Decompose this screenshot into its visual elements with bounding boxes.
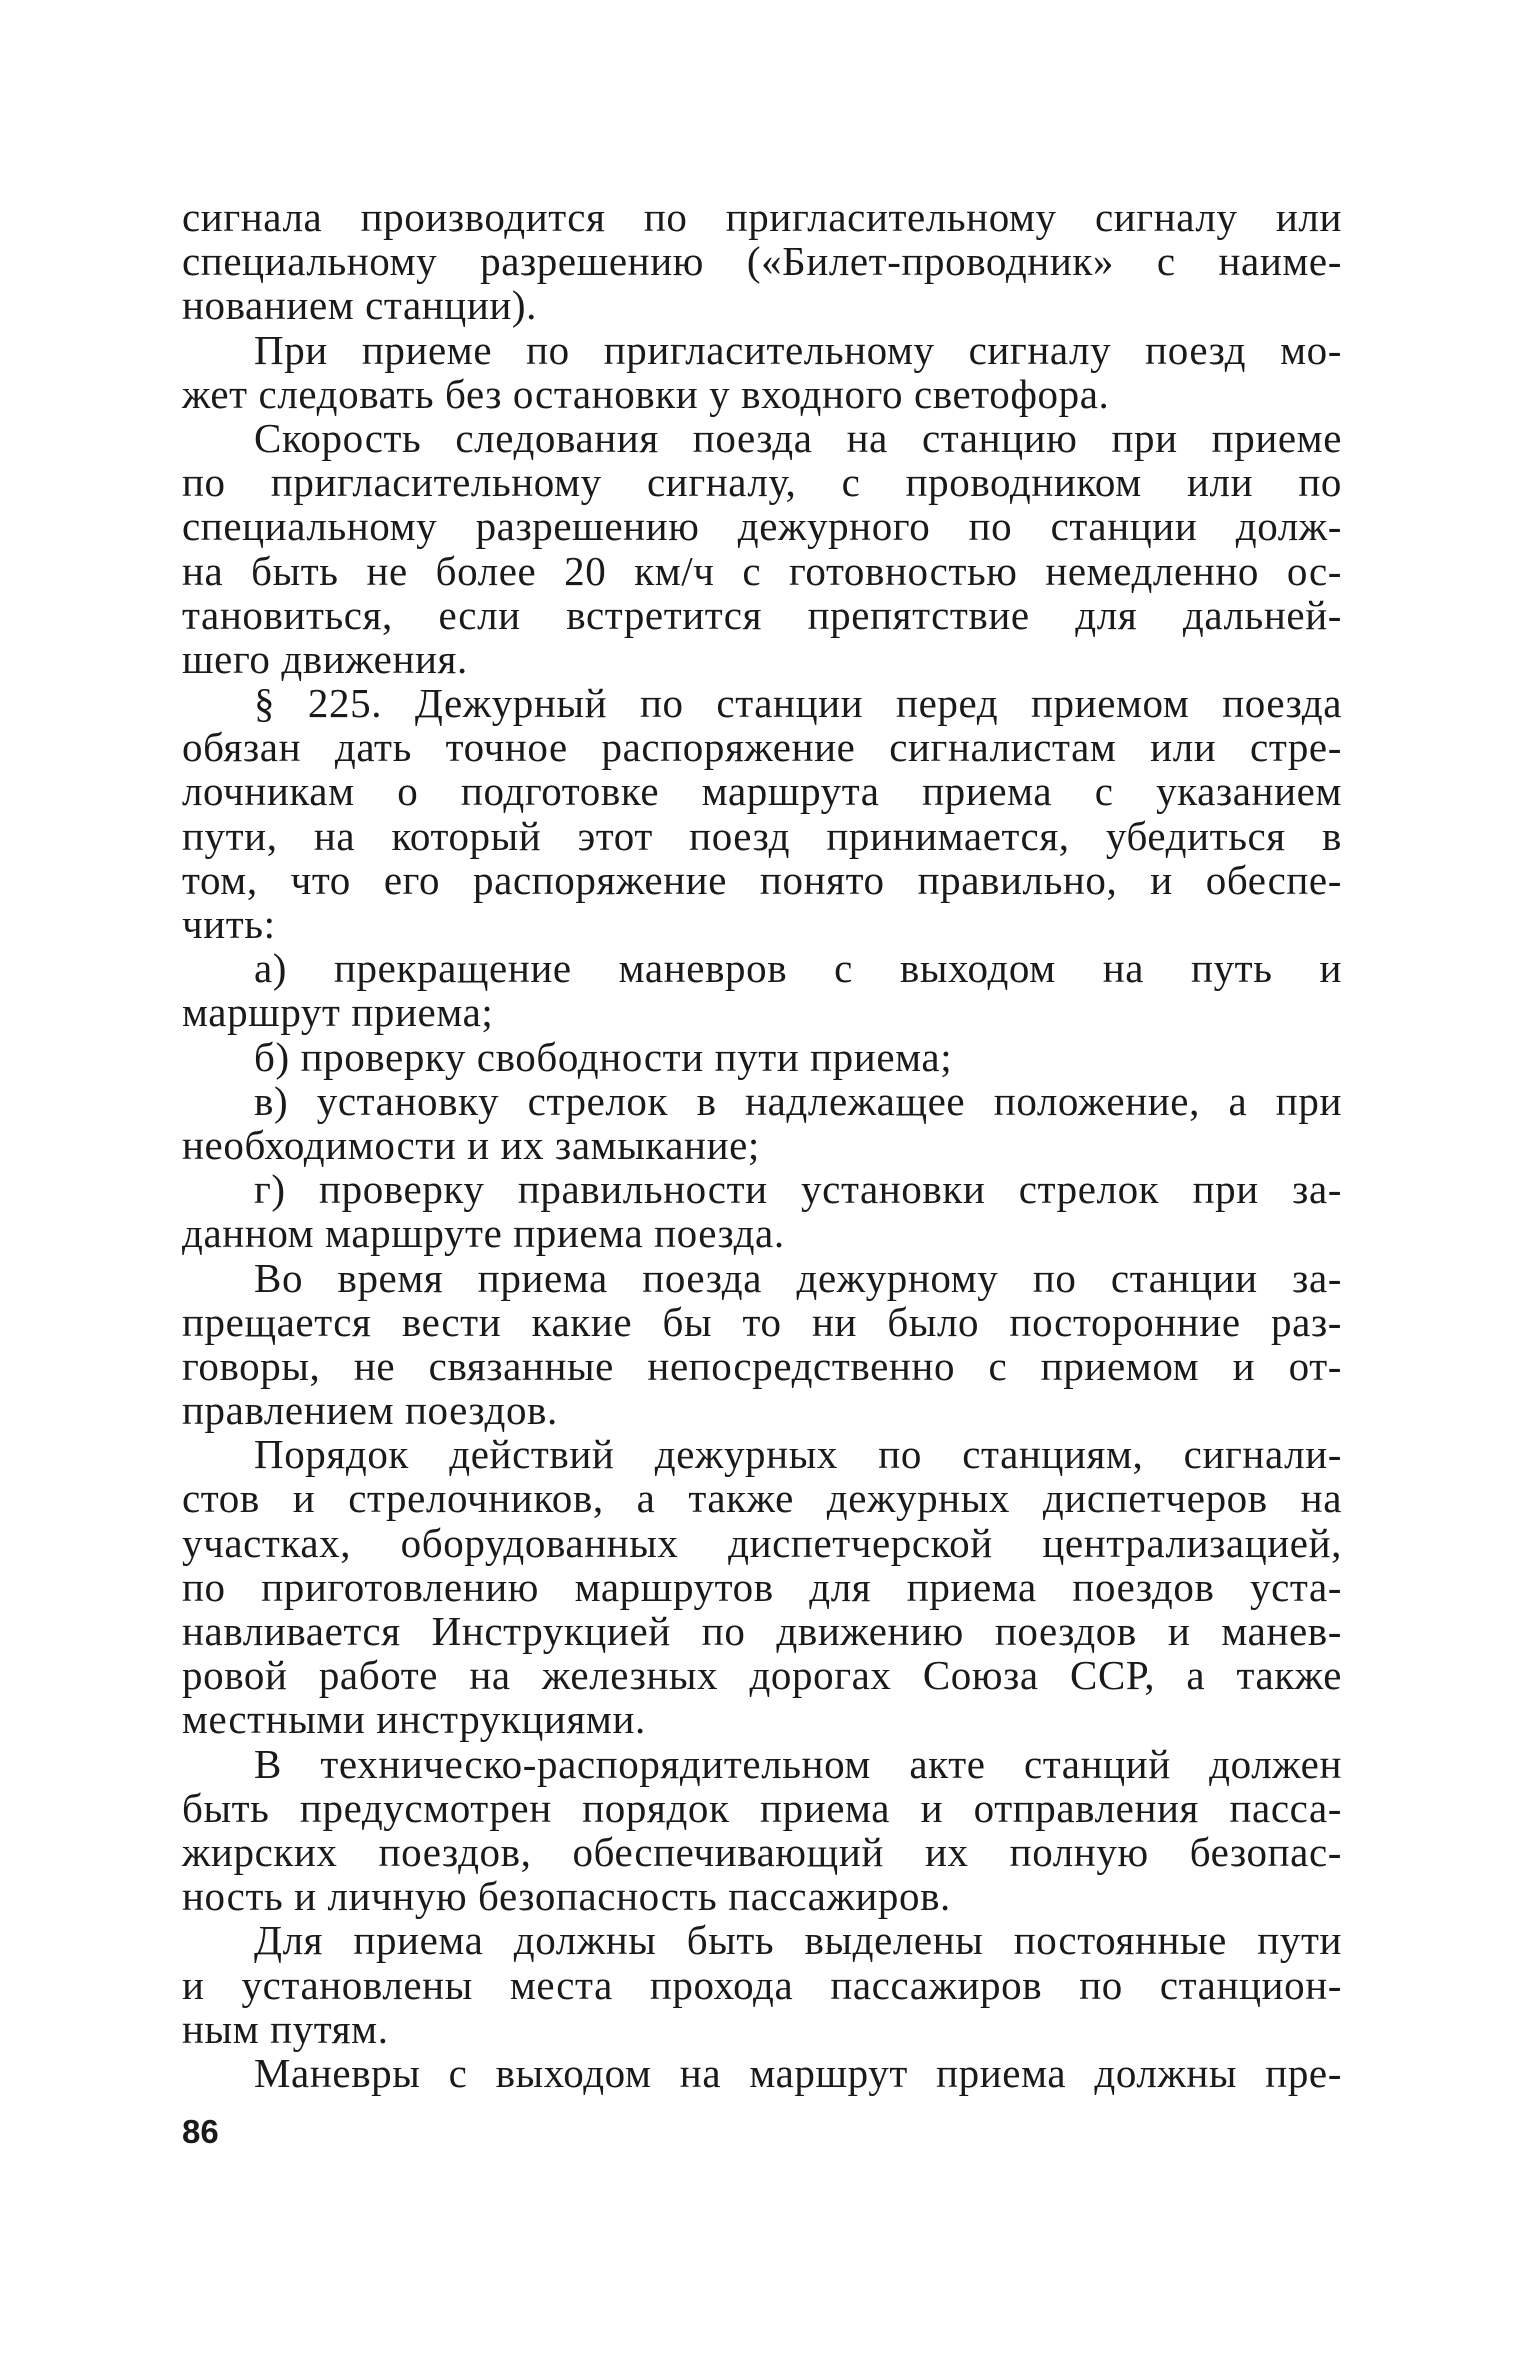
text-line: Во время приема поезда дежурному по станции за- — [254, 1254, 1342, 1301]
text-line: При приеме по пригласительному сигналу поезд мо- — [254, 326, 1342, 373]
text-line: лочникам о подготовке маршрута приема с указанием — [182, 768, 1342, 815]
text-line: прещается вести какие бы то ни было посторонние раз- — [182, 1298, 1342, 1345]
text-line: ровой работе на железных дорогах Союза ССР, а также — [182, 1652, 1342, 1699]
text-line: пути, на который этот поезд принимается, убедиться в — [182, 812, 1342, 859]
text-line: необходимости и их замыкание; — [182, 1121, 760, 1168]
text-line: навливается Инструкцией по движению поездов и манев- — [182, 1608, 1342, 1654]
text-line: по пригласительному сигналу, с проводником или по — [182, 459, 1342, 506]
text-line: в) установку стрелок в надлежащее положение, а при — [254, 1077, 1342, 1124]
page-text-block — [182, 195, 1342, 2095]
text-line: обязан дать точное распоряжение сигналистам или стре- — [182, 724, 1342, 771]
text-line: том, что его распоряжение понято правильно, и обеспе- — [182, 856, 1342, 903]
text-line: правлением поездов. — [182, 1387, 558, 1434]
text-line: ным путям. — [182, 2005, 389, 2052]
text-line: стов и стрелочников, а также дежурных диспетчеров на — [182, 1475, 1342, 1522]
text-line: ность и личную безопасность пассажиров. — [182, 1873, 951, 1920]
text-line: нованием станции). — [182, 282, 538, 329]
text-line: тановиться, если встретится препятствие для дальней- — [182, 591, 1342, 638]
text-line: говоры, не связанные непосредственно с приемом и от- — [182, 1342, 1342, 1389]
text-line: и установлены места прохода пассажиров по станцион- — [182, 1961, 1342, 2008]
text-line: сигнала производится по пригласительному сигналу или — [182, 194, 1342, 240]
page-number: 86 — [182, 2113, 219, 2150]
text-line: быть предусмотрен порядок приема и отправления пасса- — [182, 1784, 1342, 1831]
text-line: маршрут приема; — [182, 989, 494, 1036]
text-line: г) проверку правильности установки стрелок при за- — [254, 1166, 1342, 1213]
text-line: чить: — [182, 901, 276, 947]
text-line: местными инструкциями. — [182, 1696, 646, 1743]
text-line: по приготовлению маршрутов для приема поездов уста- — [182, 1563, 1342, 1610]
text-line: § 225. Дежурный по станции перед приемом поезда — [254, 680, 1342, 727]
text-line: Для приема должны быть выделены постоянные пути — [254, 1917, 1342, 1964]
text-line: В техническо-распорядительном акте станций должен — [254, 1740, 1342, 1787]
text-line: специальному разрешению («Билет-проводник» с наиме- — [182, 238, 1342, 285]
text-line: б) проверку свободности пути приема; — [254, 1033, 953, 1080]
text-line: специальному разрешению дежурного по станции долж- — [182, 503, 1342, 550]
text-line: жет следовать без остановки у входного светофора. — [182, 370, 1110, 417]
text-line: на быть не более 20 км/ч с готовностью немедленно ос- — [182, 547, 1342, 594]
text-line: Порядок действий дежурных по станциям, сигнали- — [254, 1431, 1342, 1478]
text-line: участках, оборудованных диспетчерской централизацией, — [182, 1519, 1342, 1566]
text-line: жирских поездов, обеспечивающий их полную безопас- — [182, 1828, 1342, 1875]
text-line: а) прекращение маневров с выходом на путь и — [254, 945, 1342, 992]
text-line: Скорость следования поезда на станцию при приеме — [254, 414, 1342, 461]
text-line: шего движения. — [182, 635, 468, 682]
text-line: Маневры с выходом на маршрут приема должны пре- — [254, 2049, 1342, 2096]
text-line: данном маршруте приема поезда. — [182, 1210, 785, 1257]
